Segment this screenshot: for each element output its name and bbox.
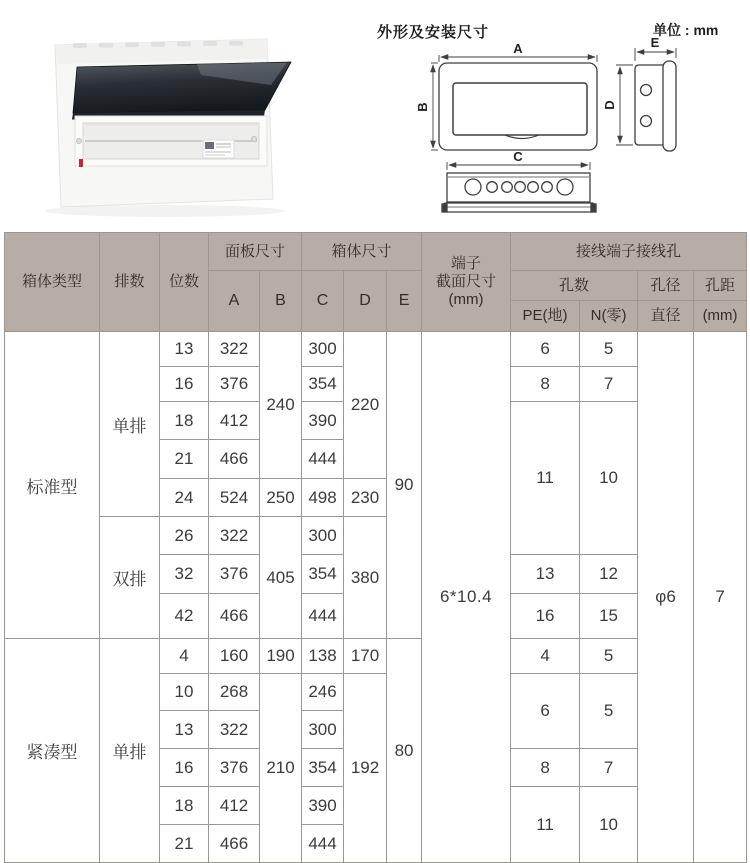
drawing-unit: 单位 : mm <box>653 22 719 38</box>
cell-n: 15 <box>580 594 638 639</box>
cell-a: 322 <box>209 332 260 367</box>
cell-n: 10 <box>580 787 638 863</box>
table-body <box>5 332 747 863</box>
cell-c: 444 <box>302 825 344 863</box>
header-terminal-line1: 端子 <box>451 255 482 272</box>
cell-c: 354 <box>302 555 344 594</box>
cell-a: 376 <box>209 749 260 787</box>
cell-b: 250 <box>260 479 302 517</box>
cell-c: 354 <box>302 749 344 787</box>
cell-a: 466 <box>209 825 260 863</box>
cell-n: 12 <box>580 555 638 594</box>
header-box-size: 箱体尺寸 <box>302 233 422 271</box>
screw-left <box>76 138 81 143</box>
header-col-e: E <box>387 271 422 332</box>
cell-b: 405 <box>260 517 302 639</box>
cell-c: 390 <box>302 402 344 440</box>
cell-a: 524 <box>209 479 260 517</box>
cell-d: 380 <box>344 517 387 639</box>
cell-a: 412 <box>209 402 260 440</box>
cell-b: 190 <box>260 639 302 674</box>
cell-c: 390 <box>302 787 344 825</box>
cell-e: 90 <box>387 332 422 639</box>
cell-row-count: 单排 <box>100 639 160 863</box>
cell-a: 322 <box>209 711 260 749</box>
cell-n: 7 <box>580 749 638 787</box>
cell-pe: 13 <box>511 555 580 594</box>
dimension-drawing <box>365 5 750 227</box>
screw-right <box>251 136 256 141</box>
header-box-type: 箱体类型 <box>5 233 100 332</box>
cell-c: 246 <box>302 674 344 711</box>
cell-c: 444 <box>302 440 344 479</box>
front-view <box>439 63 597 150</box>
cell-e: 80 <box>387 639 422 863</box>
cell-positions: 13 <box>160 332 209 367</box>
cell-positions: 24 <box>160 479 209 517</box>
header-col-b: B <box>260 271 302 332</box>
cell-a: 412 <box>209 787 260 825</box>
cell-n: 5 <box>580 332 638 367</box>
bottom-view <box>442 173 596 212</box>
cell-positions: 42 <box>160 594 209 639</box>
cell-pe: 8 <box>511 367 580 402</box>
cell-box-type: 标准型 <box>5 332 100 639</box>
cell-terminal: 6*10.4 <box>422 332 511 863</box>
table-header <box>5 233 747 332</box>
cell-n: 7 <box>580 367 638 402</box>
header-dia: 直径 <box>638 301 694 332</box>
header-positions: 位数 <box>160 233 209 332</box>
cell-pe: 8 <box>511 749 580 787</box>
cell-pitch: 7 <box>694 332 747 863</box>
cell-a: 466 <box>209 440 260 479</box>
cell-positions: 21 <box>160 440 209 479</box>
cell-n: 5 <box>580 674 638 749</box>
cell-d: 170 <box>344 639 387 674</box>
side-view <box>635 61 676 151</box>
cell-a: 466 <box>209 594 260 639</box>
header-col-d: D <box>344 271 387 332</box>
cell-pe: 16 <box>511 594 580 639</box>
cell-positions: 26 <box>160 517 209 555</box>
dim-label-c: C <box>513 149 523 164</box>
header-panel-size: 面板尺寸 <box>209 233 302 271</box>
header-pe: PE(地) <box>511 301 580 332</box>
top-band <box>0 0 750 232</box>
cell-pe: 4 <box>511 639 580 674</box>
cell-box-type: 紧凑型 <box>5 639 100 863</box>
cell-positions: 18 <box>160 787 209 825</box>
cell-pe: 11 <box>511 787 580 863</box>
cell-pe: 6 <box>511 674 580 749</box>
spec-table <box>4 232 747 863</box>
header-terminal-line3: (mm) <box>448 291 484 308</box>
cell-d: 220 <box>344 332 387 479</box>
cell-c: 498 <box>302 479 344 517</box>
header-terminal-section <box>422 233 511 332</box>
cell-dia: φ6 <box>638 332 694 863</box>
header-n: N(零) <box>580 301 638 332</box>
header-wiring-holes: 接线端子接线孔 <box>511 233 747 271</box>
header-mm: (mm) <box>694 301 747 332</box>
cell-positions: 18 <box>160 402 209 440</box>
cell-b: 240 <box>260 332 302 479</box>
cell-c: 300 <box>302 517 344 555</box>
table-row <box>5 639 747 674</box>
header-hole-dia: 孔径 <box>638 271 694 301</box>
cell-n: 5 <box>580 639 638 674</box>
cell-row-count: 双排 <box>100 517 160 639</box>
dim-label-e: E <box>650 35 660 50</box>
product-photo <box>15 15 325 220</box>
cell-positions: 21 <box>160 825 209 863</box>
table-row <box>5 332 747 367</box>
header-col-a: A <box>209 271 260 332</box>
cell-b: 210 <box>260 674 302 863</box>
cell-pe: 6 <box>511 332 580 367</box>
header-row-count: 排数 <box>100 233 160 332</box>
cell-a: 322 <box>209 517 260 555</box>
cell-a: 376 <box>209 555 260 594</box>
cell-a: 376 <box>209 367 260 402</box>
header-hole-count: 孔数 <box>511 271 638 301</box>
dimension-lines <box>431 48 676 170</box>
cell-row-count: 单排 <box>100 332 160 517</box>
header-hole-pitch: 孔距 <box>694 271 747 301</box>
header-terminal-line2: 截面尺寸 <box>436 273 497 290</box>
cell-c: 138 <box>302 639 344 674</box>
dim-label-b: B <box>415 102 430 112</box>
cell-positions: 4 <box>160 639 209 674</box>
dim-label-d: D <box>602 100 617 110</box>
cell-positions: 16 <box>160 749 209 787</box>
cell-positions: 32 <box>160 555 209 594</box>
spec-label <box>203 140 234 158</box>
cell-positions: 10 <box>160 674 209 711</box>
cell-a: 268 <box>209 674 260 711</box>
cell-positions: 16 <box>160 367 209 402</box>
cell-a: 160 <box>209 639 260 674</box>
cell-pe: 11 <box>511 402 580 555</box>
cell-d: 230 <box>344 479 387 517</box>
cell-n: 10 <box>580 402 638 555</box>
drawing-title: 外形及安装尺寸 <box>377 24 490 41</box>
cell-c: 444 <box>302 594 344 639</box>
red-mark <box>79 159 83 167</box>
cell-positions: 13 <box>160 711 209 749</box>
cell-d: 192 <box>344 674 387 863</box>
cell-c: 300 <box>302 711 344 749</box>
header-col-c: C <box>302 271 344 332</box>
dim-label-a: A <box>513 41 523 56</box>
photo-shadow <box>45 205 285 217</box>
cell-c: 354 <box>302 367 344 402</box>
cell-c: 300 <box>302 332 344 367</box>
